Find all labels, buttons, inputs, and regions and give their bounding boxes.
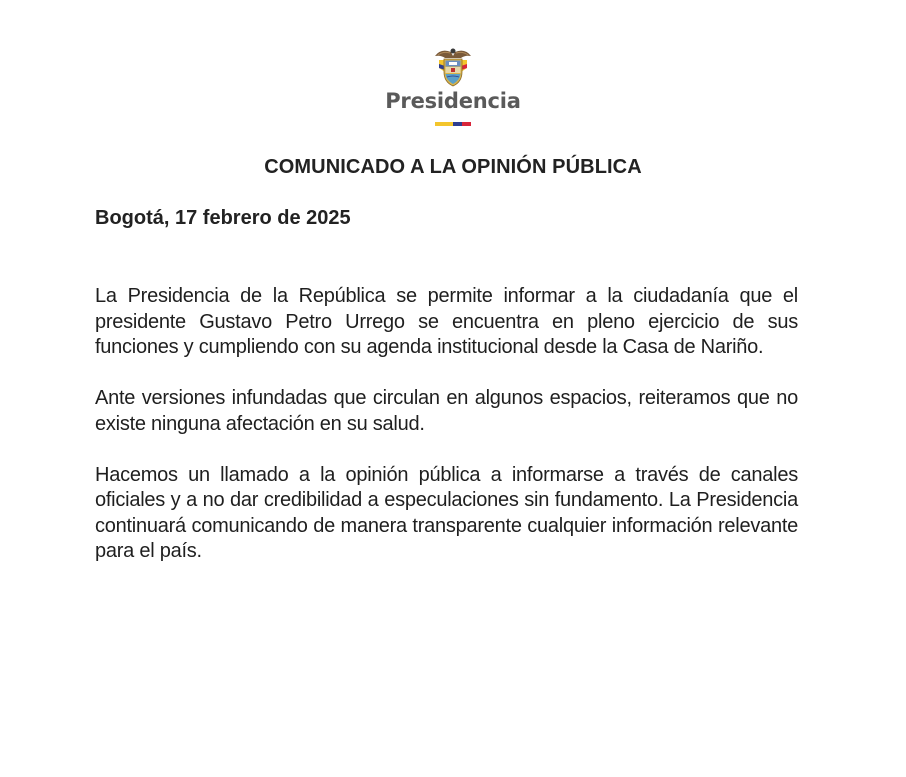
presidencia-logo — [0, 46, 906, 126]
document-body — [95, 284, 798, 590]
date-line: Bogotá, 17 febrero de 2025 — [95, 207, 351, 229]
flag-color-bar — [435, 122, 471, 126]
paragraph: La Presidencia de la República se permite informar a la ciudadanía que el presidente Gustavo Petro Urrego se encuentra en pleno ejercicio de sus funciones y cumpliendo con su agenda institucional desde la Casa de Nariño. — [95, 285, 798, 358]
flag-red — [462, 122, 471, 126]
flag-blue — [453, 122, 462, 126]
coat-of-arms-icon — [433, 46, 473, 88]
paragraph: Hacemos un llamado a la opinión pública a informarse a través de canales oficiales y a no dar credibilidad a especulaciones sin fundamento. La Presidencia continuará comunicando de manera transparente cualquier información relevante para el país. — [95, 463, 798, 562]
logo-text: Presidencia — [385, 89, 521, 113]
paragraph: Ante versiones infundadas que circulan en algunos espacios, reiteramos que no existe ninguna afectación en su salud. — [95, 387, 798, 435]
flag-yellow — [435, 122, 453, 126]
document-title: COMUNICADO A LA OPINIÓN PÚBLICA — [264, 156, 642, 178]
